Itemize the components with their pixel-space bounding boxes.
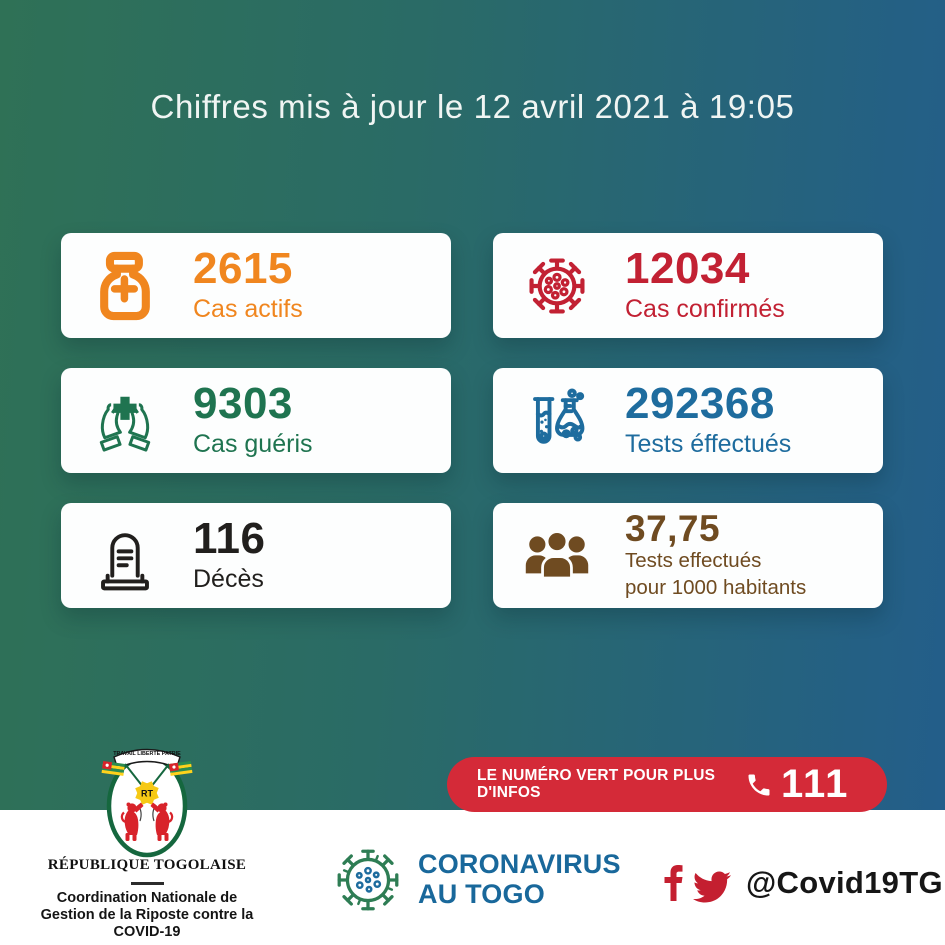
hotline-banner [447,757,887,812]
healing-hands-icon [88,384,162,458]
coordination-text [26,890,268,941]
stat-label: Tests effectués [625,549,762,573]
stat-value: 292368 [625,379,775,428]
stat-value: 9303 [193,379,293,428]
coordination-line-1: Coordination Nationale de [56,890,238,906]
people-group-icon [520,519,594,593]
republic-title: RÉPUBLIQUE TOGOLAISE [47,857,247,873]
facebook-icon [663,865,684,902]
brand-line-1: CORONAVIRUS [418,849,621,880]
twitter-icon [693,868,731,899]
stat-card-cas-confirmes [493,233,883,338]
stat-value: 37,75 [625,508,721,550]
brand-block [331,843,621,917]
hotline-number: 111 [781,762,850,806]
coronavirus-logo-icon [331,843,405,917]
emblem-monogram: RT [141,788,153,799]
phone-icon [745,771,773,799]
stat-label: Cas actifs [193,295,303,323]
stat-card-cas-gueris [61,368,451,473]
stat-card-cas-actifs [61,233,451,338]
stat-value: 2615 [193,244,293,293]
stat-label: Tests éffectués [625,430,792,458]
stats-grid [61,233,883,608]
social-block [663,858,943,908]
hotline-label: LE NUMÉRO VERT POUR PLUS D'INFOS [477,767,716,801]
stat-card-deces [61,503,451,608]
medicine-bottle-icon [88,249,162,323]
stat-value: 116 [193,514,266,563]
stat-value: 12034 [625,244,750,293]
social-handle: @Covid19TG [746,865,943,900]
stat-card-tests-effectues [493,368,883,473]
footer-divider [131,882,164,885]
emblem-motto: TRAVAIL LIBERTÉ PATRIE [113,751,181,757]
stat-sublabel: pour 1000 habitants [625,576,807,599]
stat-label: Décès [193,565,264,593]
coordination-line-2: Gestion de la Riposte contre la [40,906,254,923]
stat-label: Cas guéris [193,430,313,458]
togo-coat-of-arms [94,740,200,860]
coordination-line-3: COVID-19 [113,923,181,940]
stat-label: Cas confirmés [625,295,785,323]
tombstone-icon [88,519,162,593]
virus-icon [520,249,594,323]
brand-line-2: AU TOGO [418,879,545,909]
page-title: Chiffres mis à jour le 12 avril 2021 à 19:05 [150,88,795,125]
test-tubes-icon [520,384,594,458]
stat-card-tests-pour-1000 [493,503,883,608]
